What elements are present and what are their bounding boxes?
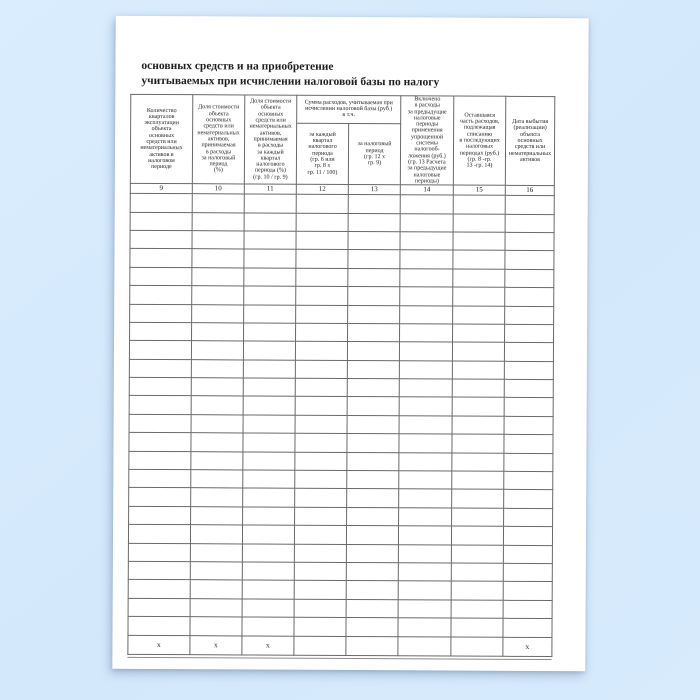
empty-cell: [505, 232, 554, 251]
empty-cell: [242, 562, 294, 581]
empty-cell: [504, 435, 553, 454]
col13-header: за налоговый период (гр. 12 х гр. 9): [348, 123, 400, 185]
empty-data-row: [130, 322, 554, 343]
empty-cell: [347, 360, 399, 379]
empty-cell: [399, 508, 452, 527]
empty-cell: [400, 213, 453, 232]
empty-data-row: [129, 488, 553, 509]
empty-cell: [347, 489, 399, 508]
empty-cell: [128, 543, 190, 562]
empty-cell: [295, 452, 347, 471]
empty-cell: [400, 250, 453, 269]
col14-header: Включено в расходы за предыдущие налоговые периоды применения упрощенной системы налогооб- ложения (руб.) (гр. 13 Расчета за предыдущие налоговые периоды): [400, 96, 453, 185]
empty-cell: [451, 526, 503, 545]
column-number: 10: [192, 184, 244, 194]
empty-cell: [452, 489, 504, 508]
empty-cell: [504, 343, 553, 362]
empty-cell: [399, 489, 452, 508]
empty-cell: [130, 194, 192, 213]
empty-cell: [400, 324, 453, 343]
empty-cell: [129, 396, 191, 415]
empty-cell: [130, 322, 192, 341]
empty-cell: [191, 378, 243, 397]
empty-cell: [504, 508, 553, 527]
empty-cell: [503, 563, 552, 582]
empty-cell: [398, 563, 451, 582]
empty-cell: [505, 269, 554, 288]
empty-cell: [347, 342, 399, 361]
empty-cell: [191, 415, 243, 434]
empty-cell: [399, 342, 452, 361]
empty-data-row: [130, 304, 554, 325]
table-body: [128, 194, 554, 657]
empty-cell: [130, 212, 192, 231]
empty-cell: [244, 249, 296, 268]
empty-cell: [244, 231, 296, 250]
expenses-calculation-table: [127, 94, 555, 657]
empty-cell: [399, 452, 452, 471]
not-applicable-mark: х: [190, 635, 242, 654]
empty-cell: [453, 250, 505, 269]
empty-cell: [451, 563, 503, 582]
empty-cell: [504, 361, 553, 380]
empty-cell: [191, 359, 243, 378]
empty-cell: [243, 360, 295, 379]
empty-cell: [504, 416, 553, 435]
empty-cell: [451, 637, 503, 656]
empty-data-row: [128, 616, 552, 637]
empty-cell: [452, 508, 504, 527]
empty-cell: [452, 397, 504, 416]
empty-cell: [296, 250, 348, 269]
col12-13-group-header: Сумма расходов, учитываемая при исчислении налоговой базы (руб.) в т.ч.: [297, 95, 401, 123]
empty-cell: [504, 379, 553, 398]
col9-header: Количество кварталов эксплуатации объекта основных средств или нематериальных активов в налоговом периоде: [130, 94, 192, 183]
empty-cell: [129, 469, 191, 488]
empty-cell: [347, 397, 399, 416]
empty-cell: [452, 416, 504, 435]
empty-cell: [243, 378, 295, 397]
empty-cell: [128, 598, 190, 617]
empty-cell: [399, 397, 452, 416]
header-row-top: [131, 94, 555, 124]
empty-cell: [243, 415, 295, 434]
table-header: [130, 94, 555, 195]
empty-cell: [346, 599, 398, 618]
empty-cell: [451, 600, 503, 619]
empty-cell: [128, 561, 190, 580]
col11-header: Доля стоимости объекта основных средств или нематериальных активов, принимаемая в расходы за каждый квартал налогового периода (%) (гр. 10 / гр. 9): [244, 95, 296, 184]
empty-cell: [296, 213, 348, 232]
empty-cell: [191, 470, 243, 489]
empty-cell: [504, 490, 553, 509]
empty-cell: [191, 488, 243, 507]
empty-cell: [398, 636, 451, 655]
empty-cell: [130, 249, 192, 268]
empty-cell: [294, 562, 346, 581]
empty-cell: [504, 453, 553, 472]
empty-cell: [243, 452, 295, 471]
empty-cell: [243, 396, 295, 415]
empty-cell: [505, 287, 554, 306]
empty-cell: [242, 580, 294, 599]
title-line-2: учитываемых при исчислении налоговой базы по налогу: [141, 74, 440, 89]
empty-cell: [191, 506, 243, 525]
col12-header: за каждый квартал налогового периода (гр. 6 или гр. 8 х гр. 11 / 100): [296, 123, 348, 185]
empty-cell: [192, 212, 244, 231]
empty-data-row: [129, 359, 553, 380]
empty-cell: [400, 287, 453, 306]
empty-cell: [346, 618, 398, 637]
empty-cell: [128, 525, 190, 544]
empty-cell: [453, 324, 505, 343]
column-number: 16: [505, 185, 554, 195]
empty-cell: [453, 287, 505, 306]
empty-cell: [504, 398, 553, 417]
empty-cell: [192, 194, 244, 213]
empty-cell: [128, 616, 190, 635]
empty-cell: [348, 231, 400, 250]
empty-cell: [244, 212, 296, 231]
empty-cell: [295, 341, 347, 360]
empty-cell: [347, 379, 399, 398]
empty-cell: [129, 341, 191, 360]
not-applicable-mark: х: [128, 635, 190, 654]
empty-cell: [400, 232, 453, 251]
empty-cell: [452, 379, 504, 398]
document-page: [112, 16, 588, 671]
empty-cell: [295, 360, 347, 379]
empty-cell: [453, 306, 505, 325]
empty-cell: [294, 525, 346, 544]
empty-cell: [453, 195, 505, 214]
not-applicable-mark: х: [503, 637, 552, 656]
title-line-1: основных средств и на приобретение: [141, 59, 334, 73]
empty-cell: [347, 507, 399, 526]
empty-cell: [503, 582, 552, 601]
empty-cell: [192, 286, 244, 305]
empty-cell: [453, 214, 505, 233]
empty-cell: [295, 470, 347, 489]
empty-cell: [192, 249, 244, 268]
empty-cell: [399, 416, 452, 435]
empty-cell: [242, 599, 294, 618]
empty-cell: [294, 636, 346, 655]
empty-cell: [191, 341, 243, 360]
empty-cell: [505, 214, 554, 233]
empty-cell: [398, 600, 451, 619]
empty-cell: [130, 304, 192, 323]
empty-cell: [398, 618, 451, 637]
column-number: 14: [400, 185, 453, 195]
empty-data-row: [129, 414, 553, 435]
empty-cell: [399, 379, 452, 398]
col10-header: Доля стоимости объекта основных средств или нематериальных активов, принимаемая в расходы за налоговый период (%): [192, 95, 244, 184]
empty-data-row: [128, 598, 552, 619]
empty-cell: [190, 562, 242, 581]
empty-cell: [348, 323, 400, 342]
empty-cell: [190, 598, 242, 617]
empty-cell: [192, 323, 244, 342]
empty-cell: [129, 359, 191, 378]
empty-data-row: [129, 506, 553, 527]
empty-cell: [128, 580, 190, 599]
not-applicable-mark: х: [242, 635, 294, 654]
empty-cell: [130, 285, 192, 304]
empty-cell: [346, 636, 398, 655]
empty-cell: [347, 470, 399, 489]
empty-data-row: [130, 230, 554, 251]
empty-cell: [346, 544, 398, 563]
empty-cell: [129, 488, 191, 507]
empty-cell: [295, 489, 347, 508]
empty-cell: [400, 195, 453, 214]
column-number: 11: [244, 184, 296, 194]
empty-data-row: [128, 543, 552, 564]
empty-cell: [348, 213, 400, 232]
empty-cell: [244, 323, 296, 342]
table-bottom-line: [127, 657, 551, 660]
empty-cell: [347, 452, 399, 471]
empty-cell: [295, 433, 347, 452]
totals-row: [128, 635, 552, 656]
col15-header: Оставшаяся часть расходов, подлежащая списанию в последующих налоговых периодах (руб.) (гр. 8 -гр. 13 -гр. 14): [453, 96, 505, 185]
empty-cell: [244, 268, 296, 287]
empty-cell: [296, 194, 348, 213]
empty-cell: [505, 306, 554, 325]
empty-cell: [243, 507, 295, 526]
empty-cell: [242, 525, 294, 544]
empty-data-row: [130, 212, 554, 233]
empty-cell: [453, 232, 505, 251]
empty-cell: [400, 305, 453, 324]
empty-cell: [505, 251, 554, 270]
empty-cell: [296, 305, 348, 324]
empty-cell: [400, 268, 453, 287]
empty-cell: [190, 617, 242, 636]
empty-cell: [192, 304, 244, 323]
empty-cell: [242, 544, 294, 563]
empty-cell: [243, 433, 295, 452]
empty-cell: [296, 231, 348, 250]
empty-data-row: [128, 561, 552, 582]
empty-cell: [399, 434, 452, 453]
empty-cell: [451, 618, 503, 637]
empty-data-row: [130, 194, 554, 215]
empty-cell: [348, 305, 400, 324]
empty-cell: [452, 342, 504, 361]
empty-cell: [129, 506, 191, 525]
empty-cell: [129, 377, 191, 396]
empty-cell: [295, 507, 347, 526]
empty-cell: [296, 268, 348, 287]
empty-cell: [294, 544, 346, 563]
empty-cell: [296, 286, 348, 305]
empty-cell: [130, 230, 192, 249]
empty-data-row: [129, 377, 553, 398]
empty-cell: [296, 323, 348, 342]
empty-cell: [452, 361, 504, 380]
empty-cell: [346, 581, 398, 600]
empty-cell: [398, 526, 451, 545]
empty-cell: [129, 414, 191, 433]
empty-cell: [295, 415, 347, 434]
empty-cell: [191, 451, 243, 470]
empty-cell: [192, 267, 244, 286]
empty-cell: [347, 415, 399, 434]
empty-cell: [243, 470, 295, 489]
empty-cell: [191, 396, 243, 415]
empty-cell: [503, 600, 552, 619]
empty-data-row: [129, 469, 553, 490]
empty-data-row: [129, 396, 553, 417]
empty-cell: [348, 250, 400, 269]
empty-cell: [504, 471, 553, 490]
col16-header: Дата выбытия (реализации) объекта основных средств или нематериальных активов: [505, 96, 554, 185]
empty-cell: [295, 397, 347, 416]
column-number: 9: [130, 184, 192, 194]
empty-cell: [191, 433, 243, 452]
empty-cell: [192, 231, 244, 250]
empty-data-row: [130, 267, 554, 288]
empty-data-row: [130, 285, 554, 306]
empty-cell: [399, 360, 452, 379]
empty-cell: [244, 304, 296, 323]
empty-cell: [503, 545, 552, 564]
empty-cell: [505, 324, 554, 343]
empty-data-row: [128, 525, 552, 546]
empty-cell: [399, 471, 452, 490]
empty-cell: [130, 267, 192, 286]
empty-cell: [348, 287, 400, 306]
empty-cell: [294, 599, 346, 618]
empty-cell: [503, 618, 552, 637]
empty-data-row: [128, 580, 552, 601]
empty-cell: [129, 433, 191, 452]
empty-cell: [294, 581, 346, 600]
empty-cell: [505, 195, 554, 214]
empty-cell: [503, 526, 552, 545]
empty-cell: [295, 378, 347, 397]
empty-cell: [452, 471, 504, 490]
page-title: [141, 59, 439, 90]
empty-data-row: [129, 433, 553, 454]
empty-cell: [348, 195, 400, 214]
empty-cell: [453, 269, 505, 288]
empty-cell: [452, 434, 504, 453]
empty-cell: [347, 434, 399, 453]
empty-cell: [190, 580, 242, 599]
empty-cell: [129, 451, 191, 470]
empty-cell: [346, 526, 398, 545]
column-number: 12: [296, 184, 348, 194]
empty-cell: [242, 617, 294, 636]
empty-data-row: [129, 451, 553, 472]
column-number: 13: [348, 185, 400, 195]
empty-cell: [451, 545, 503, 564]
empty-data-row: [129, 341, 553, 362]
empty-cell: [452, 453, 504, 472]
column-number: 15: [453, 185, 505, 195]
empty-cell: [398, 544, 451, 563]
empty-cell: [346, 562, 398, 581]
empty-data-row: [130, 249, 554, 270]
empty-cell: [190, 543, 242, 562]
empty-cell: [243, 341, 295, 360]
empty-cell: [294, 617, 346, 636]
empty-cell: [348, 268, 400, 287]
empty-cell: [398, 581, 451, 600]
empty-cell: [244, 286, 296, 305]
empty-cell: [244, 194, 296, 213]
empty-cell: [243, 488, 295, 507]
empty-cell: [190, 525, 242, 544]
empty-cell: [451, 581, 503, 600]
